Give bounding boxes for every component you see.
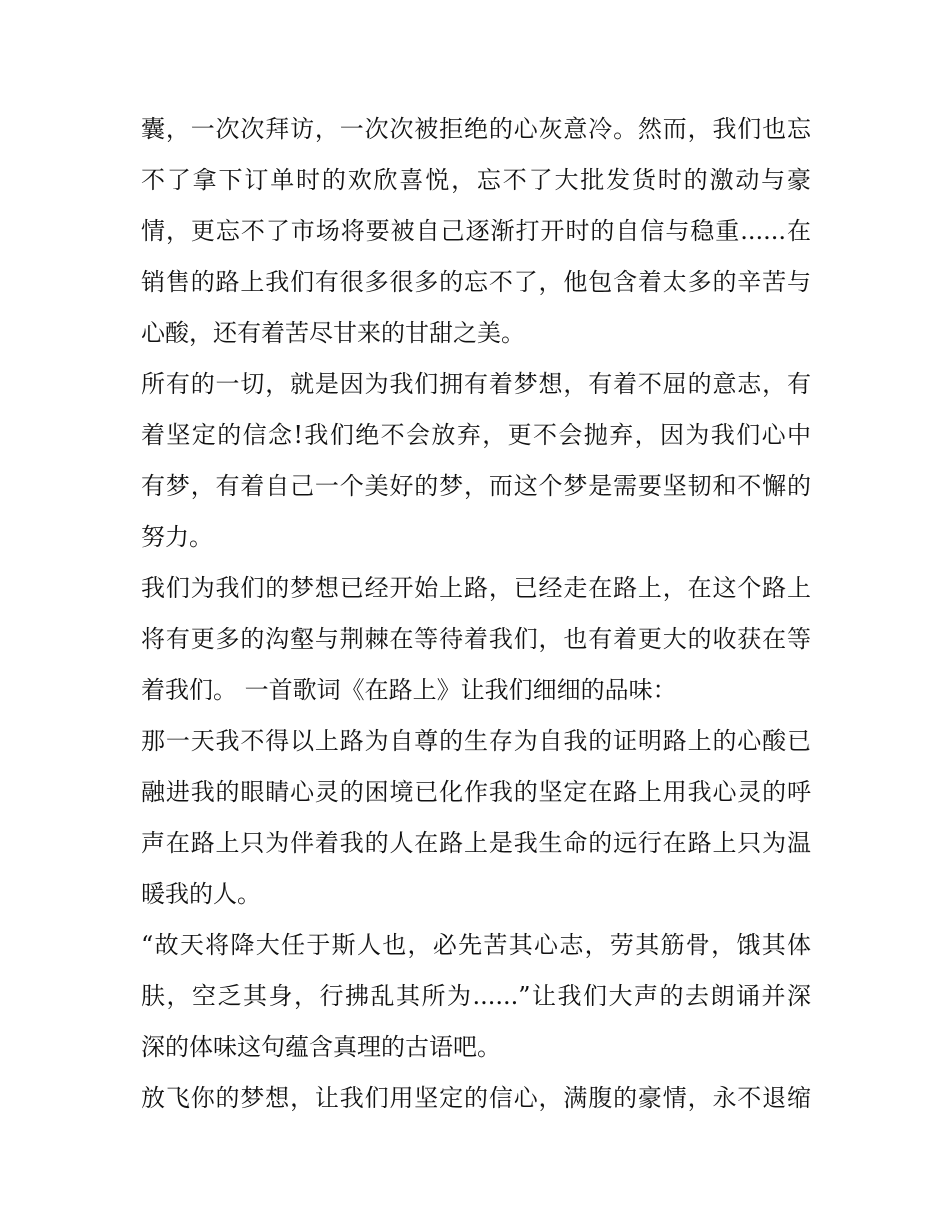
- text-line: 努力。: [141, 523, 213, 551]
- text-line: 放飞你的梦想，让我们用坚定的信心，满腹的豪情，永不退缩: [141, 1084, 811, 1112]
- paragraph: [141, 920, 811, 1073]
- text-line: 不了拿下订单时的欢欣喜悦，忘不了大批发货时的激动与豪: [141, 166, 811, 194]
- text-line: 所有的一切，就是因为我们拥有着梦想，有着不屈的意志，有: [141, 370, 811, 398]
- text-line: 有梦，有着自己一个美好的梦，而这个梦是需要坚韧和不懈的: [141, 472, 811, 500]
- text-line: 销售的路上我们有很多很多的忘不了，他包含着太多的辛苦与: [141, 268, 811, 296]
- paragraph: [141, 104, 811, 359]
- text-line: 情，更忘不了市场将要被自己逐渐打开时的自信与稳重......在: [141, 217, 811, 245]
- body-text: [141, 104, 811, 1124]
- text-line: 深的体味这句蕴含真理的古语吧。: [141, 1033, 501, 1061]
- text-line: 将有更多的沟壑与荆棘在等待着我们，也有着更大的收获在等: [141, 625, 811, 653]
- text-line: 那一天我不得以上路为自尊的生存为自我的证明路上的心酸已: [141, 727, 811, 755]
- text-line: 融进我的眼睛心灵的困境已化作我的坚定在路上用我心灵的呼: [141, 778, 811, 806]
- text-line: 囊，一次次拜访，一次次被拒绝的心灰意冷。然而，我们也忘: [141, 115, 811, 143]
- text-line: 肤，空乏其身，行拂乱其所为......”让我们大声的去朗诵并深: [141, 982, 811, 1010]
- paragraph: [141, 359, 811, 563]
- text-line: 暖我的人。: [141, 880, 261, 908]
- text-line: 着我们。 一首歌词《在路上》让我们细细的品味：: [141, 676, 677, 704]
- paragraph: [141, 1073, 811, 1124]
- text-line: 心酸，还有着苦尽甘来的甘甜之美。: [141, 319, 525, 347]
- text-line: 声在路上只为伴着我的人在路上是我生命的远行在路上只为温: [141, 829, 811, 857]
- text-line: 我们为我们的梦想已经开始上路，已经走在路上，在这个路上: [141, 574, 811, 602]
- paragraph: [141, 716, 811, 920]
- text-line: “故天将降大任于斯人也，必先苦其心志，劳其筋骨，饿其体: [141, 931, 811, 959]
- text-line: 着坚定的信念!我们绝不会放弃，更不会抛弃，因为我们心中: [141, 421, 811, 449]
- paragraph: [141, 563, 811, 716]
